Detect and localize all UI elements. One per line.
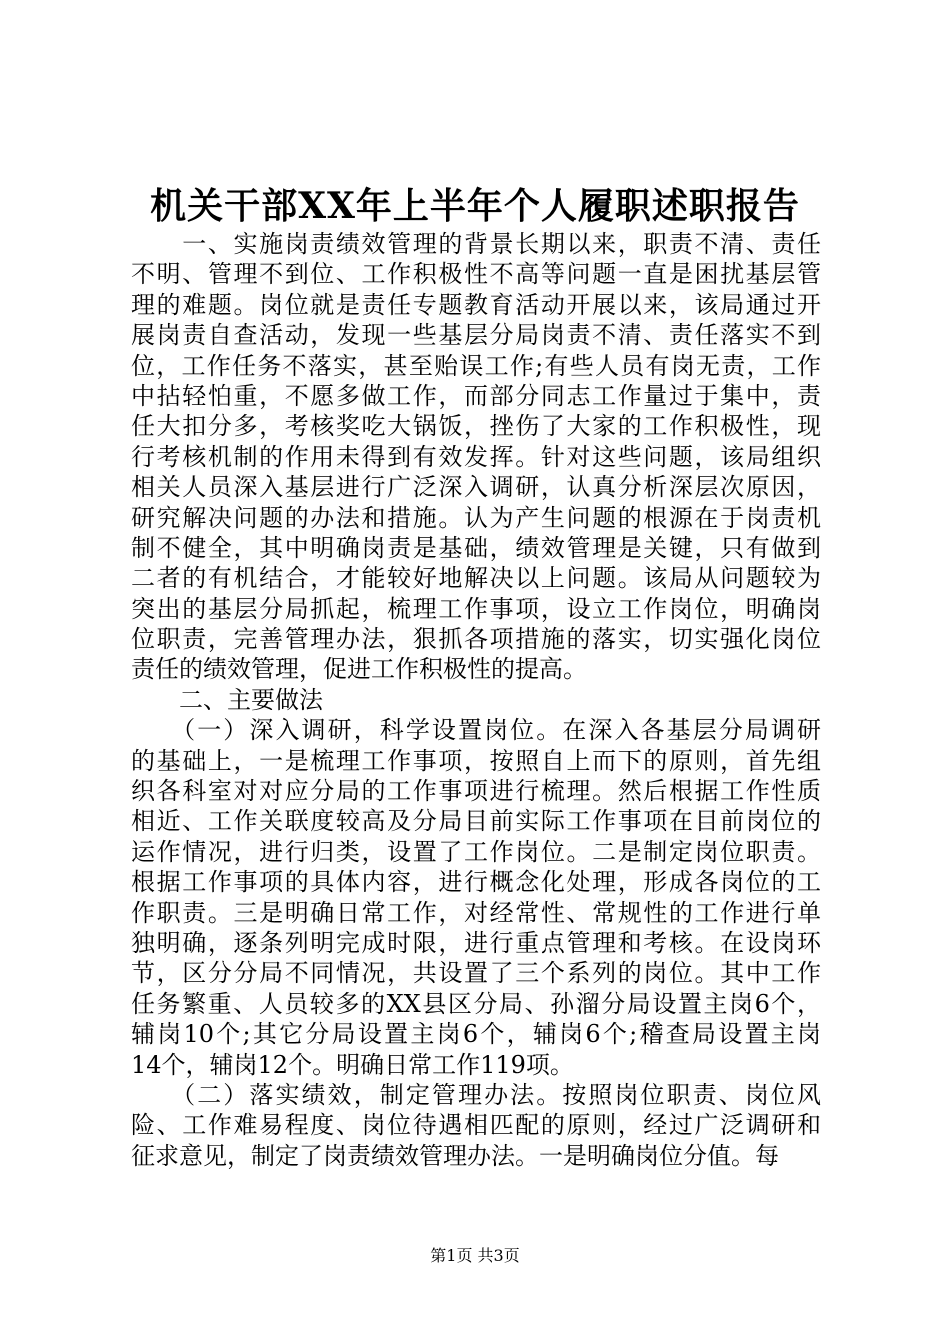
body-line: 根据工作事项的具体内容，进行概念化处理，形成各岗位的工 — [131, 868, 821, 897]
body-line: 织各科室对对应分局的工作事项进行梳理。然后根据工作性质 — [131, 777, 821, 806]
body-line: 相关人员深入基层进行广泛深入调研，认真分析深层次原因， — [131, 473, 821, 502]
body-line: 辅岗10个;其它分局设置主岗6个，辅岗6个;稽查局设置主岗 — [131, 1020, 821, 1049]
body-line: 的基础上，一是梳理工作事项，按照自上而下的原则，首先组 — [131, 746, 821, 775]
body-line: 14个，辅岗12个。明确日常工作119项。 — [131, 1050, 574, 1079]
body-line: （二）落实绩效，制定管理办法。按照岗位职责、岗位风 — [131, 1080, 821, 1109]
body-line: 行考核机制的作用未得到有效发挥。针对这些问题，该局组织 — [131, 442, 821, 471]
body-line: 任务繁重、人员较多的XX县区分局、孙溜分局设置主岗6个， — [131, 989, 821, 1018]
body-line: 中拈轻怕重，不愿多做工作，而部分同志工作量过于集中，责 — [131, 381, 821, 410]
body-line: 理的难题。岗位就是责任专题教育活动开展以来，该局通过开 — [131, 290, 821, 319]
body-line: 位职责，完善管理办法，狠抓各项措施的落实，切实强化岗位 — [131, 625, 821, 654]
body-line: 二者的有机结合，才能较好地解决以上问题。该局从问题较为 — [131, 564, 821, 593]
page-footer: 第1页 共3页 — [430, 1246, 520, 1265]
body-line: 研究解决问题的办法和措施。认为产生问题的根源在于岗责机 — [131, 503, 821, 532]
body-line: 制不健全，其中明确岗责是基础，绩效管理是关键，只有做到 — [131, 533, 821, 562]
document-body — [131, 229, 821, 1171]
body-line: 位，工作任务不落实，甚至贻误工作;有些人员有岗无责，工作 — [131, 351, 821, 380]
body-line: 责任的绩效管理，促进工作积极性的提高。 — [131, 655, 587, 684]
body-line: 不明、管理不到位、工作积极性不高等问题一直是困扰基层管 — [131, 260, 821, 289]
body-line: 节，区分分局不同情况，共设置了三个系列的岗位。其中工作 — [131, 959, 821, 988]
body-line: 征求意见，制定了岗责绩效管理办法。一是明确岗位分值。每 — [131, 1141, 779, 1170]
body-line: 任大扣分多，考核奖吃大锅饭，挫伤了大家的工作积极性，现 — [131, 412, 821, 441]
body-line: 运作情况，进行归类，设置了工作岗位。二是制定岗位职责。 — [131, 837, 821, 866]
body-line: 相近、工作关联度较高及分局目前实际工作事项在目前岗位的 — [131, 807, 821, 836]
body-line: 险、工作难易程度、岗位待遇相匹配的原则，经过广泛调研和 — [131, 1111, 821, 1140]
body-line: （一）深入调研，科学设置岗位。在深入各基层分局调研 — [131, 716, 821, 745]
document-title: 机关干部XX年上半年个人履职述职报告 — [150, 185, 800, 227]
body-line: 展岗责自查活动，发现一些基层分局岗责不清、责任落实不到 — [131, 321, 821, 350]
body-line: 二、主要做法 — [131, 685, 323, 714]
body-line: 作职责。三是明确日常工作，对经常性、常规性的工作进行单 — [131, 898, 821, 927]
body-line: 一、实施岗责绩效管理的背景长期以来，职责不清、责任 — [131, 230, 821, 258]
body-line: 突出的基层分局抓起，梳理工作事项，设立工作岗位，明确岗 — [131, 594, 821, 623]
body-line: 独明确，逐条列明完成时限，进行重点管理和考核。在设岗环 — [131, 928, 821, 957]
